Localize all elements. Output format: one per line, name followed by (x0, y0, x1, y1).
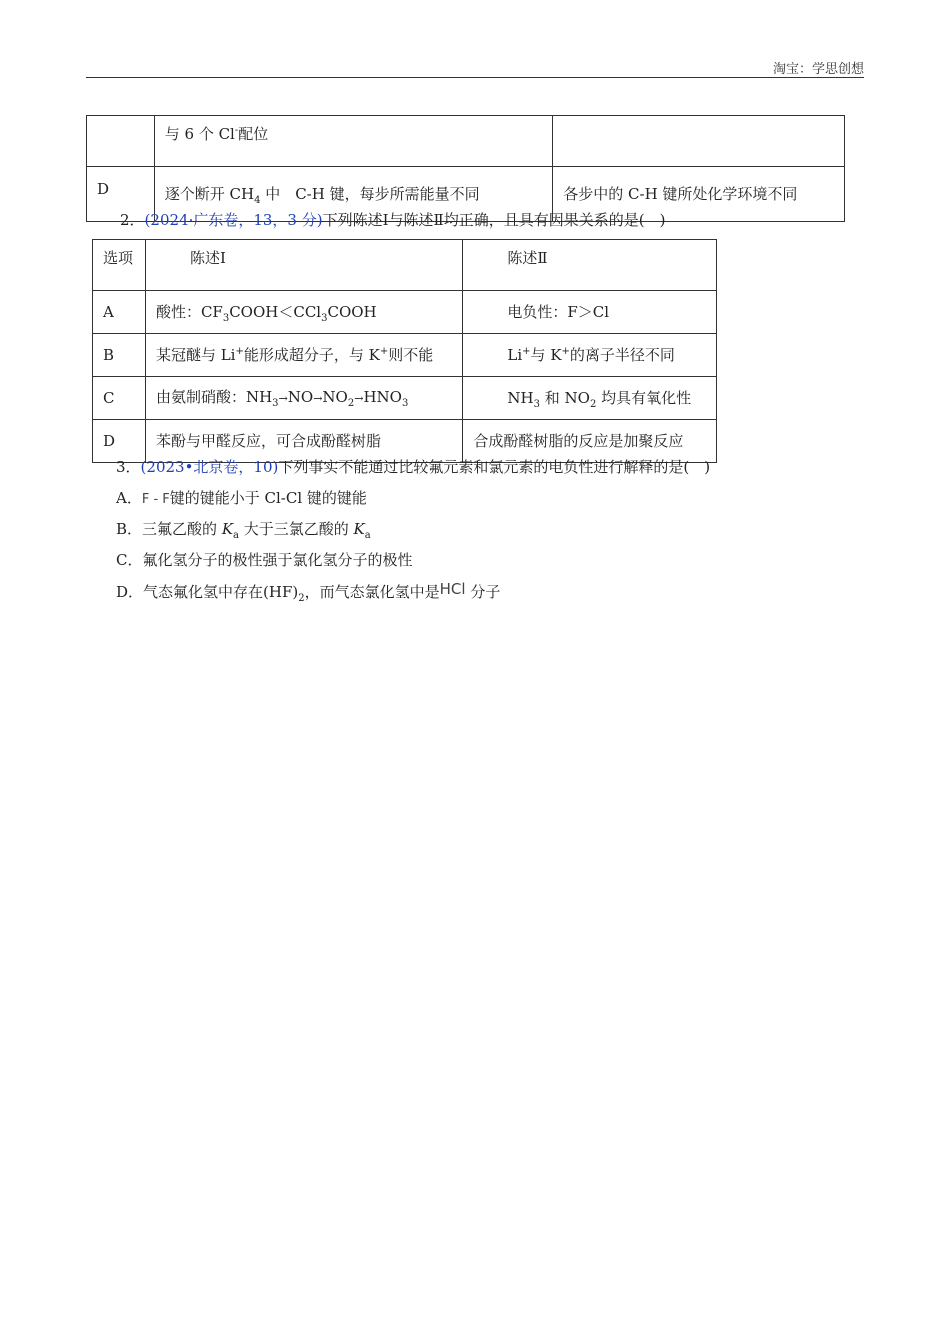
option-label: C． (116, 551, 143, 569)
superscript: + (235, 346, 244, 357)
table-cell: 合成酚醛树脂的反应是加聚反应 (463, 420, 717, 463)
cell-text: 能形成超分子，与 K (243, 346, 380, 364)
arrow: → (313, 392, 323, 405)
table-cell (87, 116, 155, 167)
table-cell: A (93, 291, 146, 334)
subscript: 4 (254, 195, 261, 206)
cell-text: HNO (363, 388, 402, 406)
table-row (93, 291, 717, 334)
subscript: 3 (533, 399, 540, 410)
question-3-stem (116, 457, 710, 477)
header-text: 淘宝：学思创想 (772, 62, 864, 77)
superscript: + (522, 346, 531, 357)
superscript: - (234, 125, 239, 136)
cell-text: 逐个断开 CH (164, 185, 255, 203)
option-text: 氟化氢分子的极性强于氯化氢分子的极性 (142, 551, 413, 569)
table-cell: 电负性：F＞Cl (463, 291, 717, 334)
question-2-table (92, 239, 717, 463)
cell-text: Li (507, 346, 523, 364)
cell-text: 酸性：CF (155, 303, 223, 321)
question-2-stem (120, 210, 665, 230)
subscript: 2 (589, 399, 597, 410)
cell-text: 与 6 个 Cl (164, 125, 235, 143)
table-row (93, 334, 717, 377)
table-cell (553, 116, 845, 167)
symbol-k: K (221, 520, 234, 538)
table-cell: 苯酚与甲醛反应，可合成酚醛树脂 (145, 420, 462, 463)
table-header-cell: 陈述Ⅰ (145, 240, 462, 291)
option-text: 分子 (465, 583, 501, 601)
cell-text: COOH (327, 303, 377, 321)
table-row (87, 116, 845, 167)
symbol-k: K (353, 520, 365, 538)
table-header-row (93, 240, 717, 291)
cell-text: 均具有氧化性 (596, 389, 692, 407)
cell-text: 中 C-H 键，每步所需能量不同 (260, 185, 480, 203)
question-text: 下列事实不能通过比较氟元素和氯元素的电负性进行解释的是( ) (278, 458, 711, 476)
subscript: 3 (321, 313, 328, 324)
superscript: + (379, 346, 389, 357)
question-number: 3． (116, 458, 141, 476)
arrow: → (278, 392, 288, 405)
table-cell (145, 291, 462, 334)
cell-text: COOH＜CCl (229, 303, 322, 321)
option-text: 气态氟化氢中存在(HF) (143, 583, 299, 601)
subscript: a (364, 530, 371, 541)
table-cell (154, 116, 553, 167)
table-header-cell: 陈述Ⅱ (463, 240, 717, 291)
subscript: 2 (347, 398, 355, 409)
table-continued (86, 115, 845, 222)
table-cell (145, 334, 462, 377)
page-header (86, 58, 864, 78)
cell-text: 与 K (530, 346, 562, 364)
option-text: 大于三氯乙酸的 (239, 520, 354, 538)
subscript: 3 (222, 313, 230, 324)
cell-text: 则不能 (388, 346, 434, 364)
table-cell: C (93, 377, 146, 420)
table-cell: D (93, 420, 146, 463)
arrow: → (354, 392, 364, 405)
table-cell: D (87, 167, 155, 222)
cell-text: 的离子半径不同 (569, 346, 675, 364)
option-text: ，而气态氯化氢中是 (304, 583, 440, 601)
subscript: a (233, 530, 239, 541)
cell-text: 配位 (238, 125, 269, 143)
table-cell (145, 377, 462, 420)
formula: HCl (439, 580, 466, 598)
option-label: D． (116, 583, 144, 601)
question-number: 2． (120, 211, 145, 229)
cell-text: NO (322, 388, 348, 406)
option-label: A． (116, 489, 142, 507)
option-d (116, 582, 500, 602)
option-c (116, 550, 413, 570)
table-row (93, 377, 717, 420)
question-source: (2023•北京卷，10) (140, 458, 279, 476)
superscript: + (561, 346, 570, 357)
subscript: 2 (298, 593, 305, 604)
question-source: (2024·广东卷，13，3 分) (144, 211, 323, 229)
subscript: 3 (401, 398, 409, 409)
option-label: B． (116, 520, 143, 538)
table-cell: 各步中的 C-H 键所处化学环境不同 (553, 167, 845, 222)
table-header-cell: 选项 (93, 240, 146, 291)
question-text: 下列陈述Ⅰ与陈述Ⅱ均正确，且具有因果关系的是( ) (322, 211, 666, 229)
cell-text: NO (287, 388, 314, 406)
cell-text: NH (507, 389, 534, 407)
formula: F - F (141, 492, 170, 507)
option-a (116, 488, 367, 510)
cell-text: 和 NO (539, 389, 590, 407)
option-text: 键的键能小于 Cl-Cl 键的键能 (169, 489, 367, 507)
option-text: 三氟乙酸的 (142, 520, 222, 538)
table-cell: B (93, 334, 146, 377)
cell-text: 由氨制硝酸：NH (155, 388, 273, 406)
option-b (116, 519, 371, 539)
table-cell (463, 334, 717, 377)
table-cell (463, 377, 717, 420)
subscript: 3 (272, 398, 279, 409)
cell-text: 某冠醚与 Li (155, 346, 236, 364)
